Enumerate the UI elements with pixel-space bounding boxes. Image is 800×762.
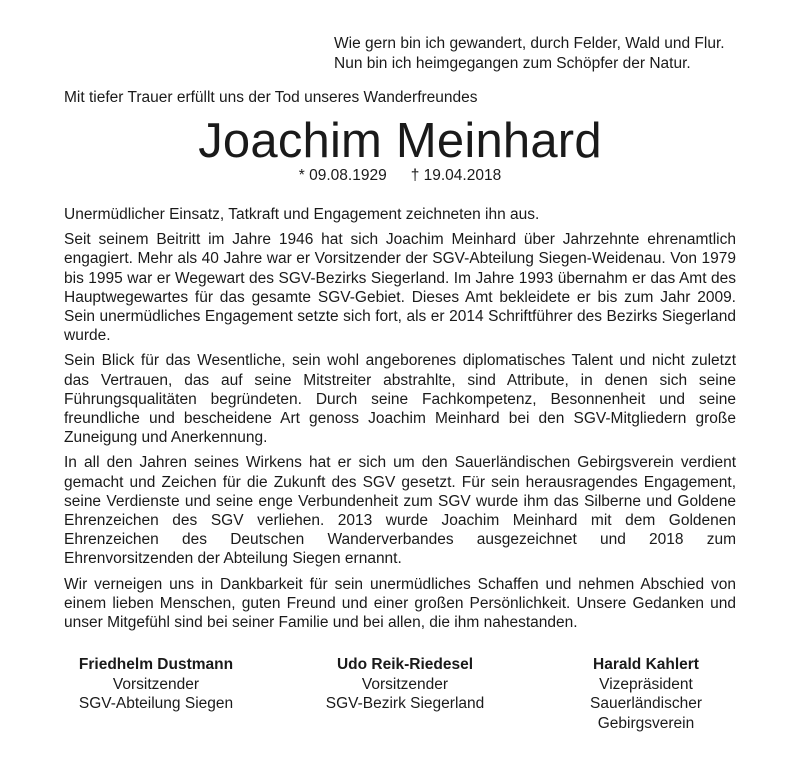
motto-line: Nun bin ich heimgegangen zum Schöpfer der Natur. (334, 55, 691, 72)
paragraph: Seit seinem Beitritt im Jahre 1946 hat sich Joachim Meinhard über Jahrzehnte ehrenamtlich engagiert. Mehr als 40 Jahre war er Vorsitzender der SGV-Abteilung Siegen-Weidenau. Von 1979 bis 1995 war er Wegewart des SGV-Bezirks Siegerland. Im Jahre 1993 übernahm er das Amt des Hauptwegewartes für das gesamte SGV-Gebiet. Dieses Amt bekleidete er bis zum Jahr 2009. Sein unermüdliches Engagement setzte sich fort, als er 2014 Schriftführer des Bezirks Siegerland wurde. (64, 231, 736, 345)
paragraph: Sein Blick für das Wesentliche, sein wohl angeborenes diplomatisches Talent und nicht zuletzt das Vertrauen, das auf seine Mitstreiter abstrahlte, sind Attribute, in denen sich seine Führungsqualitäten begründeten. Durch seine Fachkompetenz, Besonnenheit und seine freundliche und bescheidene Art genoss Joachim Meinhard bei den SGV-Mitgliedern große Zuneigung und Anerkennung. (64, 352, 736, 447)
life-dates (0, 166, 800, 186)
signature-title: Vizepräsident (599, 675, 693, 693)
signature (56, 655, 256, 714)
signature-name: Udo Reik-Riedesel (336, 656, 474, 673)
motto-line: Wie gern bin ich gewandert, durch Felder, Wald und Flur. (334, 35, 725, 52)
obituary-body (64, 205, 736, 638)
signature (305, 655, 505, 714)
death-date: † 19.04.2018 (410, 167, 502, 184)
signature-org: Sauerländischer (589, 695, 702, 712)
signature-org-line: Gebirgsverein (597, 714, 695, 732)
motto-verse (334, 34, 725, 74)
signature-org: SGV-Abteilung Siegen (78, 695, 234, 712)
birth-date: * 09.08.1929 (298, 167, 387, 184)
deceased-name: Joachim Meinhard (198, 114, 602, 168)
signature (546, 655, 746, 733)
signature-title: Vorsitzender (361, 675, 449, 693)
intro-text: Mit tiefer Trauer erfüllt uns der Tod unseres Wanderfreundes (64, 89, 478, 106)
paragraph: In all den Jahren seines Wirkens hat er sich um den Sauerländischen Gebirgsverein verdient gemacht und Zeichen für die Zukunft des SGV gesetzt. Für sein herausragendes Engagement, seine Verdienste und seine enge Verbundenheit zum SGV wurde ihm das Silberne und Goldene Ehrenzeichen des SGV verliehen. 2013 wurde Joachim Meinhard mit dem Goldenen Ehrenzeichen des Deutschen Wanderverbandes ausgezeichnet und 2018 zum Ehrenvorsitzenden der Abteilung Siegen ernannt. (64, 454, 736, 568)
signature-title: Vorsitzender (112, 675, 200, 693)
paragraph: Wir verneigen uns in Dankbarkeit für sein unermüdliches Schaffen und nehmen Abschied von einem lieben Menschen, guten Freund und einer großen Persönlichkeit. Unsere Gedanken und unser Mitgefühl sind bei seiner Familie und bei allen, die ihm nahestanden. (64, 575, 736, 632)
signature-org: SGV-Bezirk Siegerland (325, 695, 485, 712)
signature-name: Harald Kahlert (593, 656, 699, 673)
signature-name: Friedhelm Dustmann (78, 656, 234, 673)
paragraph: Unermüdlicher Einsatz, Tatkraft und Engagement zeichneten ihn aus. (64, 206, 540, 223)
